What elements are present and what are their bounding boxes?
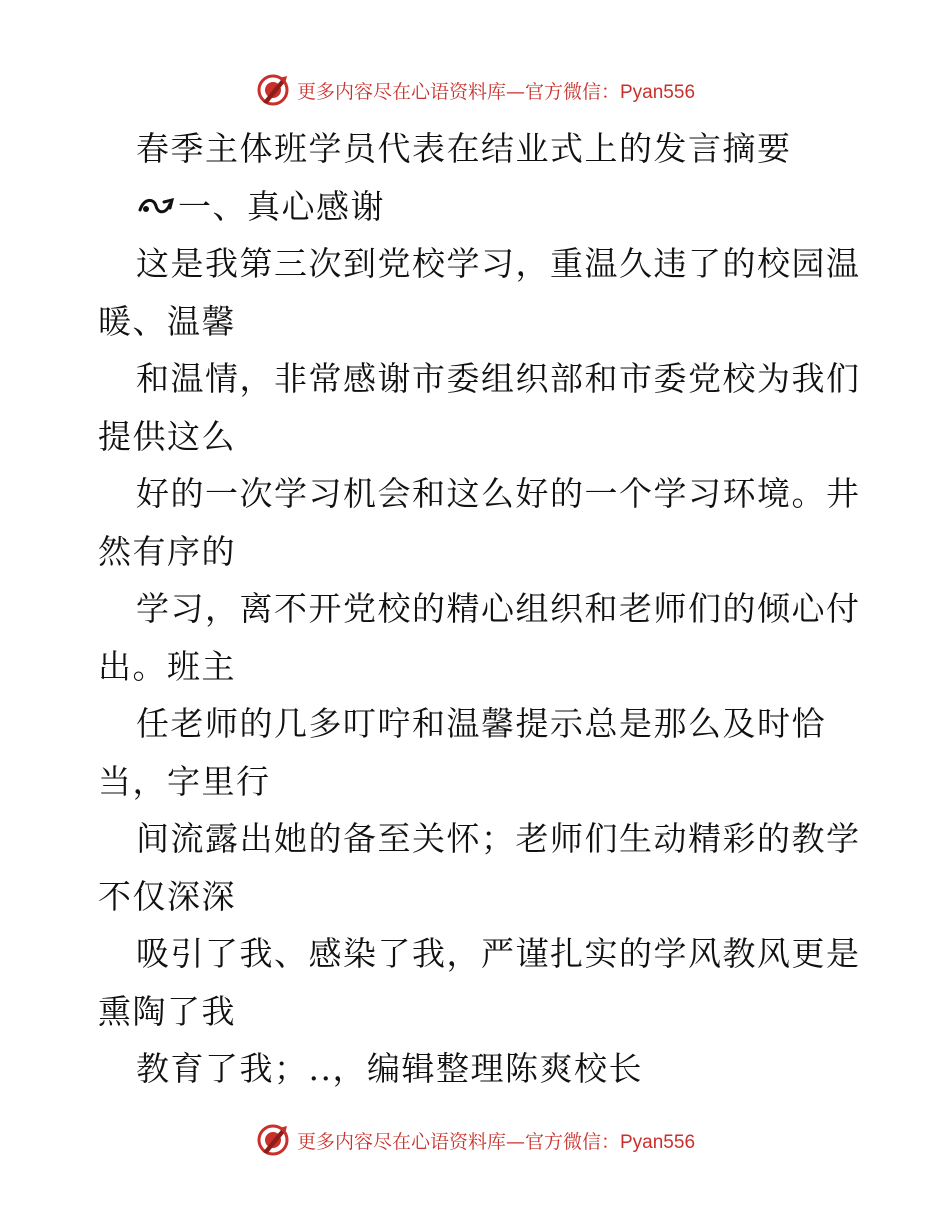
paragraph-line: 学习，离不开党校的精心组织和老师们的倾心付 — [136, 589, 861, 628]
paragraph-line: 提供这么 — [98, 416, 236, 456]
paragraph-line: 暖、温馨 — [98, 301, 236, 341]
banner-account: Pyan556 — [620, 81, 696, 103]
paragraph-line: 吸引了我、感染了我，严谨扎实的学风教风更是 — [136, 934, 861, 973]
paragraph-line: 然有序的 — [98, 531, 236, 571]
banner-text-main: 更多内容尽在心语资料库—官方微信： — [296, 1130, 620, 1153]
document-title: 春季主体班学员代表在结业式上的发言摘要 — [136, 129, 792, 168]
section-heading-text: 一、真心感谢 — [178, 186, 385, 226]
paragraph-line: 当，字里行 — [98, 761, 271, 801]
paragraph-line: 出。班主 — [98, 646, 236, 686]
banner-text — [297, 1127, 695, 1154]
banner-account: Pyan556 — [620, 1131, 696, 1153]
footer-banner — [0, 1120, 950, 1160]
flourish-icon — [136, 194, 176, 218]
paragraph-line: 任老师的几多叮咛和温馨提示总是那么及时恰 — [136, 704, 826, 743]
quill-seal-icon — [255, 72, 291, 108]
banner-text-main: 更多内容尽在心语资料库—官方微信： — [296, 80, 620, 103]
paragraph-line: 间流露出她的备至关怀；老师们生动精彩的教学 — [136, 819, 861, 858]
paragraph-line: 这是我第三次到党校学习，重温久违了的校园温 — [136, 244, 861, 283]
header-banner — [0, 70, 950, 110]
banner-text — [297, 77, 695, 104]
paragraph-line: 不仅深深 — [98, 876, 236, 916]
section-heading — [98, 178, 858, 236]
paragraph-line: 好的一次学习机会和这么好的一个学习环境。井 — [136, 474, 861, 513]
quill-seal-icon — [255, 1122, 291, 1158]
paragraph-line: 教育了我；..，编辑整理陈爽校长 — [136, 1049, 643, 1088]
document-body — [98, 120, 861, 1098]
paragraph-line: 熏陶了我 — [98, 991, 236, 1031]
paragraph-line: 和温情，非常感谢市委组织部和市委党校为我们 — [136, 359, 861, 398]
